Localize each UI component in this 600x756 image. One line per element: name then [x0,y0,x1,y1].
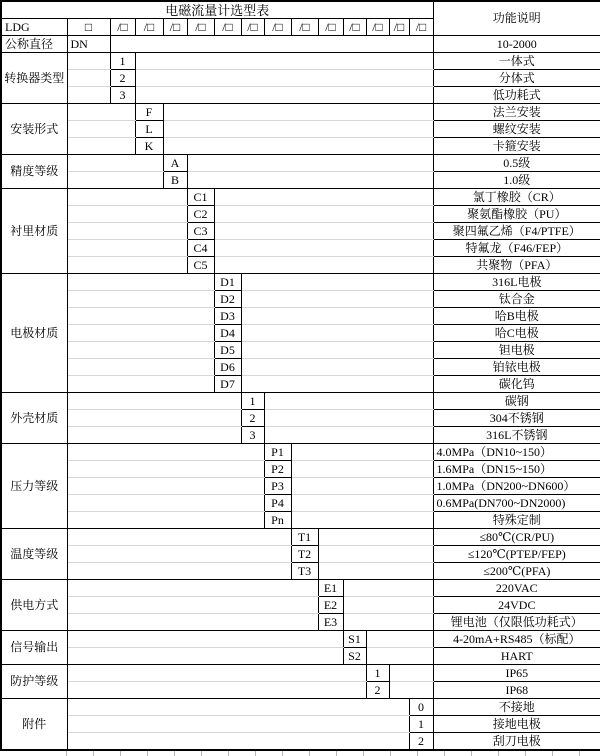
spacer [67,342,214,359]
option-code: 0 [409,699,433,716]
spacer [67,274,214,291]
spacer [241,291,433,308]
spacer [241,376,433,393]
spacer [163,104,433,121]
option-code: 1 [409,716,433,733]
spacer [241,342,433,359]
function-header: 功能说明 [433,1,600,36]
spacer [163,121,433,138]
spacer [214,223,433,240]
option-code: 3 [110,87,135,104]
spacer [67,495,264,512]
spacer [67,359,214,376]
spacer [214,240,433,257]
option-desc: 哈B电极 [433,308,600,325]
option-desc: 螺纹安装 [433,121,600,138]
spacer [241,274,433,291]
option-code: S1 [343,631,366,648]
option-code: D6 [214,359,241,376]
option-desc: 哈C电极 [433,325,600,342]
spacer [318,529,433,546]
option-code: C1 [187,189,214,206]
option-desc: 1.6MPa（DN15~150） [433,461,600,478]
spacer [135,87,433,104]
option-code: D7 [214,376,241,393]
model-slash-box: /□ [214,19,241,36]
option-desc: 10-2000 [433,36,600,53]
option-code: E1 [318,580,343,597]
option-code: 2 [110,70,135,87]
spacer [291,495,433,512]
spacer [214,189,433,206]
option-code: C3 [187,223,214,240]
option-code: P4 [264,495,291,512]
spacer [389,682,433,699]
model-slash-box: /□ [264,19,291,36]
option-code: P3 [264,478,291,495]
option-desc: 不接地 [433,699,600,716]
option-code: 1 [110,53,135,70]
option-desc: 316L电极 [433,274,600,291]
spacer [67,87,110,104]
option-code: P2 [264,461,291,478]
option-desc: 24VDC [433,597,600,614]
option-desc: 法兰安装 [433,104,600,121]
model-slash-box: /□ [409,19,433,36]
spacer [67,376,214,393]
option-desc: 刮刀电极 [433,733,600,751]
option-desc: 特氟龙（F46/FEP） [433,240,600,257]
option-code: 2 [241,410,264,427]
option-code: T3 [291,563,318,580]
spacer [135,53,433,70]
option-desc: 一体式 [433,53,600,70]
option-desc: IP65 [433,665,600,682]
option-code: 2 [409,733,433,751]
spacer [67,563,291,580]
group-label: 安装形式 [1,104,67,155]
gridline-ticks [66,751,600,756]
option-desc: 铂铱电极 [433,359,600,376]
spacer [67,529,291,546]
option-code: 1 [241,393,264,410]
spacer [67,461,264,478]
spacer [214,257,433,274]
option-code: D2 [214,291,241,308]
option-desc: 氯丁橡胶（CR） [433,189,600,206]
model-code-box: □ [67,19,110,36]
option-code: C2 [187,206,214,223]
spacer [67,444,264,461]
option-code: S2 [343,648,366,665]
group-label: 衬里材质 [1,189,67,274]
spacer [343,597,433,614]
spacer [67,104,135,121]
option-desc: 钽电极 [433,342,600,359]
option-code: C5 [187,257,214,274]
option-desc: 碳化钨 [433,376,600,393]
spacer [67,631,343,648]
spacer [241,325,433,342]
option-desc: 聚氨酯橡胶（PU） [433,206,600,223]
spacer [366,631,433,648]
model-prefix: LDG [1,19,67,36]
model-slash-box: /□ [343,19,366,36]
spacer [67,291,214,308]
option-code: P1 [264,444,291,461]
group-label: 供电方式 [1,580,67,631]
option-desc: 低功耗式 [433,87,600,104]
option-desc: 220VAC [433,580,600,597]
spacer [110,36,433,53]
option-desc: ≤80℃(CR/PU) [433,529,600,546]
option-desc: 共聚物（PFA） [433,257,600,274]
option-desc: 分体式 [433,70,600,87]
spacer [67,155,163,172]
spacer [135,70,433,87]
group-label: 转换器类型 [1,53,67,104]
spacer [67,257,187,274]
option-code: F [135,104,163,121]
option-desc: 4-20mA+RS485（标配） [433,631,600,648]
table-title: 电磁流量计选型表 [1,1,433,19]
spacer [163,138,433,155]
spacer [67,597,318,614]
model-slash-box: /□ [187,19,214,36]
group-label: 公称直径 [1,36,67,53]
option-desc: 锂电池（仅限低功耗式） [433,614,600,631]
model-slash-box: /□ [110,19,135,36]
option-desc: IP68 [433,682,600,699]
option-desc: HART [433,648,600,665]
spacer [264,410,433,427]
spacer [291,478,433,495]
group-label: 外壳材质 [1,393,67,444]
option-code: L [135,121,163,138]
spacer [67,512,264,529]
option-desc: 4.0MPa（DN10~150） [433,444,600,461]
spacer [67,138,135,155]
option-code: D5 [214,342,241,359]
option-desc: 1.0MPa（DN200~DN600） [433,478,600,495]
option-desc: 0.6MPa(DN700~DN2000) [433,495,600,512]
spacer [67,206,187,223]
option-desc: 0.5级 [433,155,600,172]
group-label: 温度等级 [1,529,67,580]
spacer [67,240,187,257]
spacer [291,444,433,461]
model-slash-box: /□ [135,19,163,36]
spacer [67,614,318,631]
spacer [214,206,433,223]
option-desc: 聚四氟乙烯（F4/PTFE） [433,223,600,240]
group-label: 信号输出 [1,631,67,665]
model-slash-box: /□ [389,19,409,36]
spacer [67,53,110,70]
spacer [67,665,366,682]
option-code: DN [67,36,110,53]
spacer [366,648,433,665]
option-code: D3 [214,308,241,325]
spacer [67,546,291,563]
spacer [67,393,241,410]
option-desc: 特殊定制 [433,512,600,529]
spacer [291,461,433,478]
group-label: 电极材质 [1,274,67,393]
spacer [67,172,163,189]
option-desc: ≤120℃(PTEP/FEP) [433,546,600,563]
spacer [67,478,264,495]
spacer [67,70,110,87]
model-slash-box: /□ [366,19,389,36]
group-label: 防护等级 [1,665,67,699]
option-code: D4 [214,325,241,342]
spacer [187,155,433,172]
spacer [318,546,433,563]
option-code: B [163,172,187,189]
model-slash-box: /□ [318,19,343,36]
option-code: Pn [264,512,291,529]
option-code: C4 [187,240,214,257]
spacer [67,733,409,751]
option-desc: 钛合金 [433,291,600,308]
spacer [67,325,214,342]
option-desc: ≤200℃(PFA) [433,563,600,580]
spacer [343,580,433,597]
spacer [67,223,187,240]
spacer [67,121,135,138]
option-code: 3 [241,427,264,444]
group-label: 附件 [1,699,67,751]
model-slash-box: /□ [241,19,264,36]
group-label: 压力等级 [1,444,67,529]
spacer [187,172,433,189]
spacer [343,614,433,631]
spacer [264,427,433,444]
spacer [67,308,214,325]
option-code: A [163,155,187,172]
spacer [67,699,409,716]
option-code: K [135,138,163,155]
option-code: E2 [318,597,343,614]
option-code: 2 [366,682,389,699]
group-label: 精度等级 [1,155,67,189]
spacer [67,410,241,427]
option-code: 1 [366,665,389,682]
spacer [264,393,433,410]
option-desc: 316L不锈钢 [433,427,600,444]
spacer [318,563,433,580]
spacer [67,682,366,699]
option-code: T1 [291,529,318,546]
option-desc: 碳钢 [433,393,600,410]
option-desc: 1.0级 [433,172,600,189]
spacer [67,427,241,444]
spacer [241,359,433,376]
model-slash-box: /□ [291,19,318,36]
option-code: D1 [214,274,241,291]
option-desc: 卡箍安装 [433,138,600,155]
option-desc: 304不锈钢 [433,410,600,427]
spacer [67,189,187,206]
model-slash-box: /□ [163,19,187,36]
spacer [67,580,318,597]
option-code: T2 [291,546,318,563]
spacer [291,512,433,529]
spacer [241,308,433,325]
spacer [67,648,343,665]
option-desc: 接地电极 [433,716,600,733]
spacer [67,716,409,733]
option-code: E3 [318,614,343,631]
spacer [389,665,433,682]
